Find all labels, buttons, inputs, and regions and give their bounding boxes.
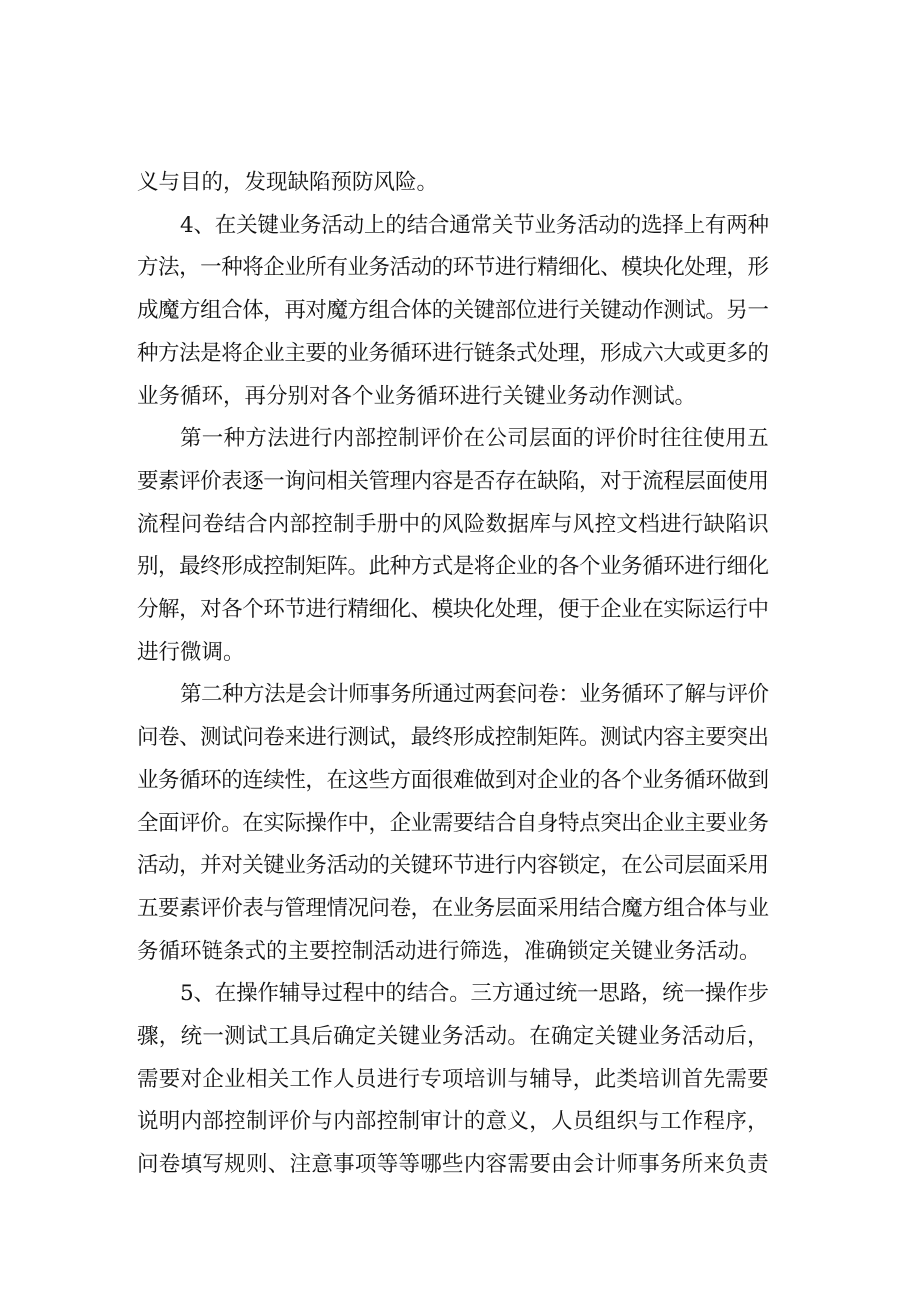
text-line: 别，最终形成控制矩阵。此种方式是将企业的各个业务循环进行细化 <box>137 554 769 580</box>
text-line: 进行微调。 <box>137 639 245 665</box>
text-line: 要素评价表逐一询问相关管理内容是否存在缺陷，对于流程层面使用 <box>137 468 769 494</box>
text-line: 方法，一种将企业所有业务活动的环节进行精细化、模块化处理，形 <box>137 255 769 281</box>
text-line: 5、在操作辅导过程中的结合。三方通过统一思路，统一操作步 <box>180 981 769 1007</box>
text-line: 第二种方法是会计师事务所通过两套问卷：业务循环了解与评价 <box>180 682 769 708</box>
text-line: 流程问卷结合内部控制手册中的风险数据库与风控文档进行缺陷识 <box>137 511 769 537</box>
text-line: 分解，对各个环节进行精细化、模块化处理，便于企业在实际运行中 <box>137 597 769 622</box>
text-line: 活动，并对关键业务活动的关键环节进行内容锁定，在公司层面采用 <box>137 853 769 879</box>
text-line: 全面评价。在实际操作中，企业需要结合自身特点突出企业主要业务 <box>137 810 769 836</box>
text-line: 需要对企业相关工作人员进行专项培训与辅导，此类培训首先需要 <box>137 1066 769 1092</box>
text-line: 第一种方法进行内部控制评价在公司层面的评价时往往使用五 <box>180 426 769 452</box>
text-line: 种方法是将企业主要的业务循环进行链条式处理，形成六大或更多的 <box>137 340 769 366</box>
text-line: 五要素评价表与管理情况问卷，在业务层面采用结合魔方组合体与业 <box>137 895 769 921</box>
text-line: 问卷填写规则、注意事项等等哪些内容需要由会计师事务所来负责 <box>137 1152 769 1178</box>
text-line: 骤，统一测试工具后确定关键业务活动。在确定关键业务活动后， <box>137 1024 769 1049</box>
text-line: 业务循环的连续性，在这些方面很难做到对企业的各个业务循环做到 <box>137 767 769 793</box>
text-line: 务循环链条式的主要控制活动进行筛选，准确锁定关键业务活动。 <box>137 938 761 964</box>
text-line: 4、在关键业务活动上的结合通常关节业务活动的选择上有两种 <box>180 212 769 238</box>
text-line: 成魔方组合体，再对魔方组合体的关键部位进行关键动作测试。另一 <box>137 298 769 324</box>
text-line: 义与目的，发现缺陷预防风险。 <box>137 170 439 195</box>
text-line: 业务循环，再分别对各个业务循环进行关键业务动作测试。 <box>137 383 697 409</box>
text-line: 说明内部控制评价与内部控制审计的意义，人员组织与工作程序， <box>137 1109 769 1135</box>
text-line: 问卷、测试问卷来进行测试，最终形成控制矩阵。测试内容主要突出 <box>137 725 769 751</box>
